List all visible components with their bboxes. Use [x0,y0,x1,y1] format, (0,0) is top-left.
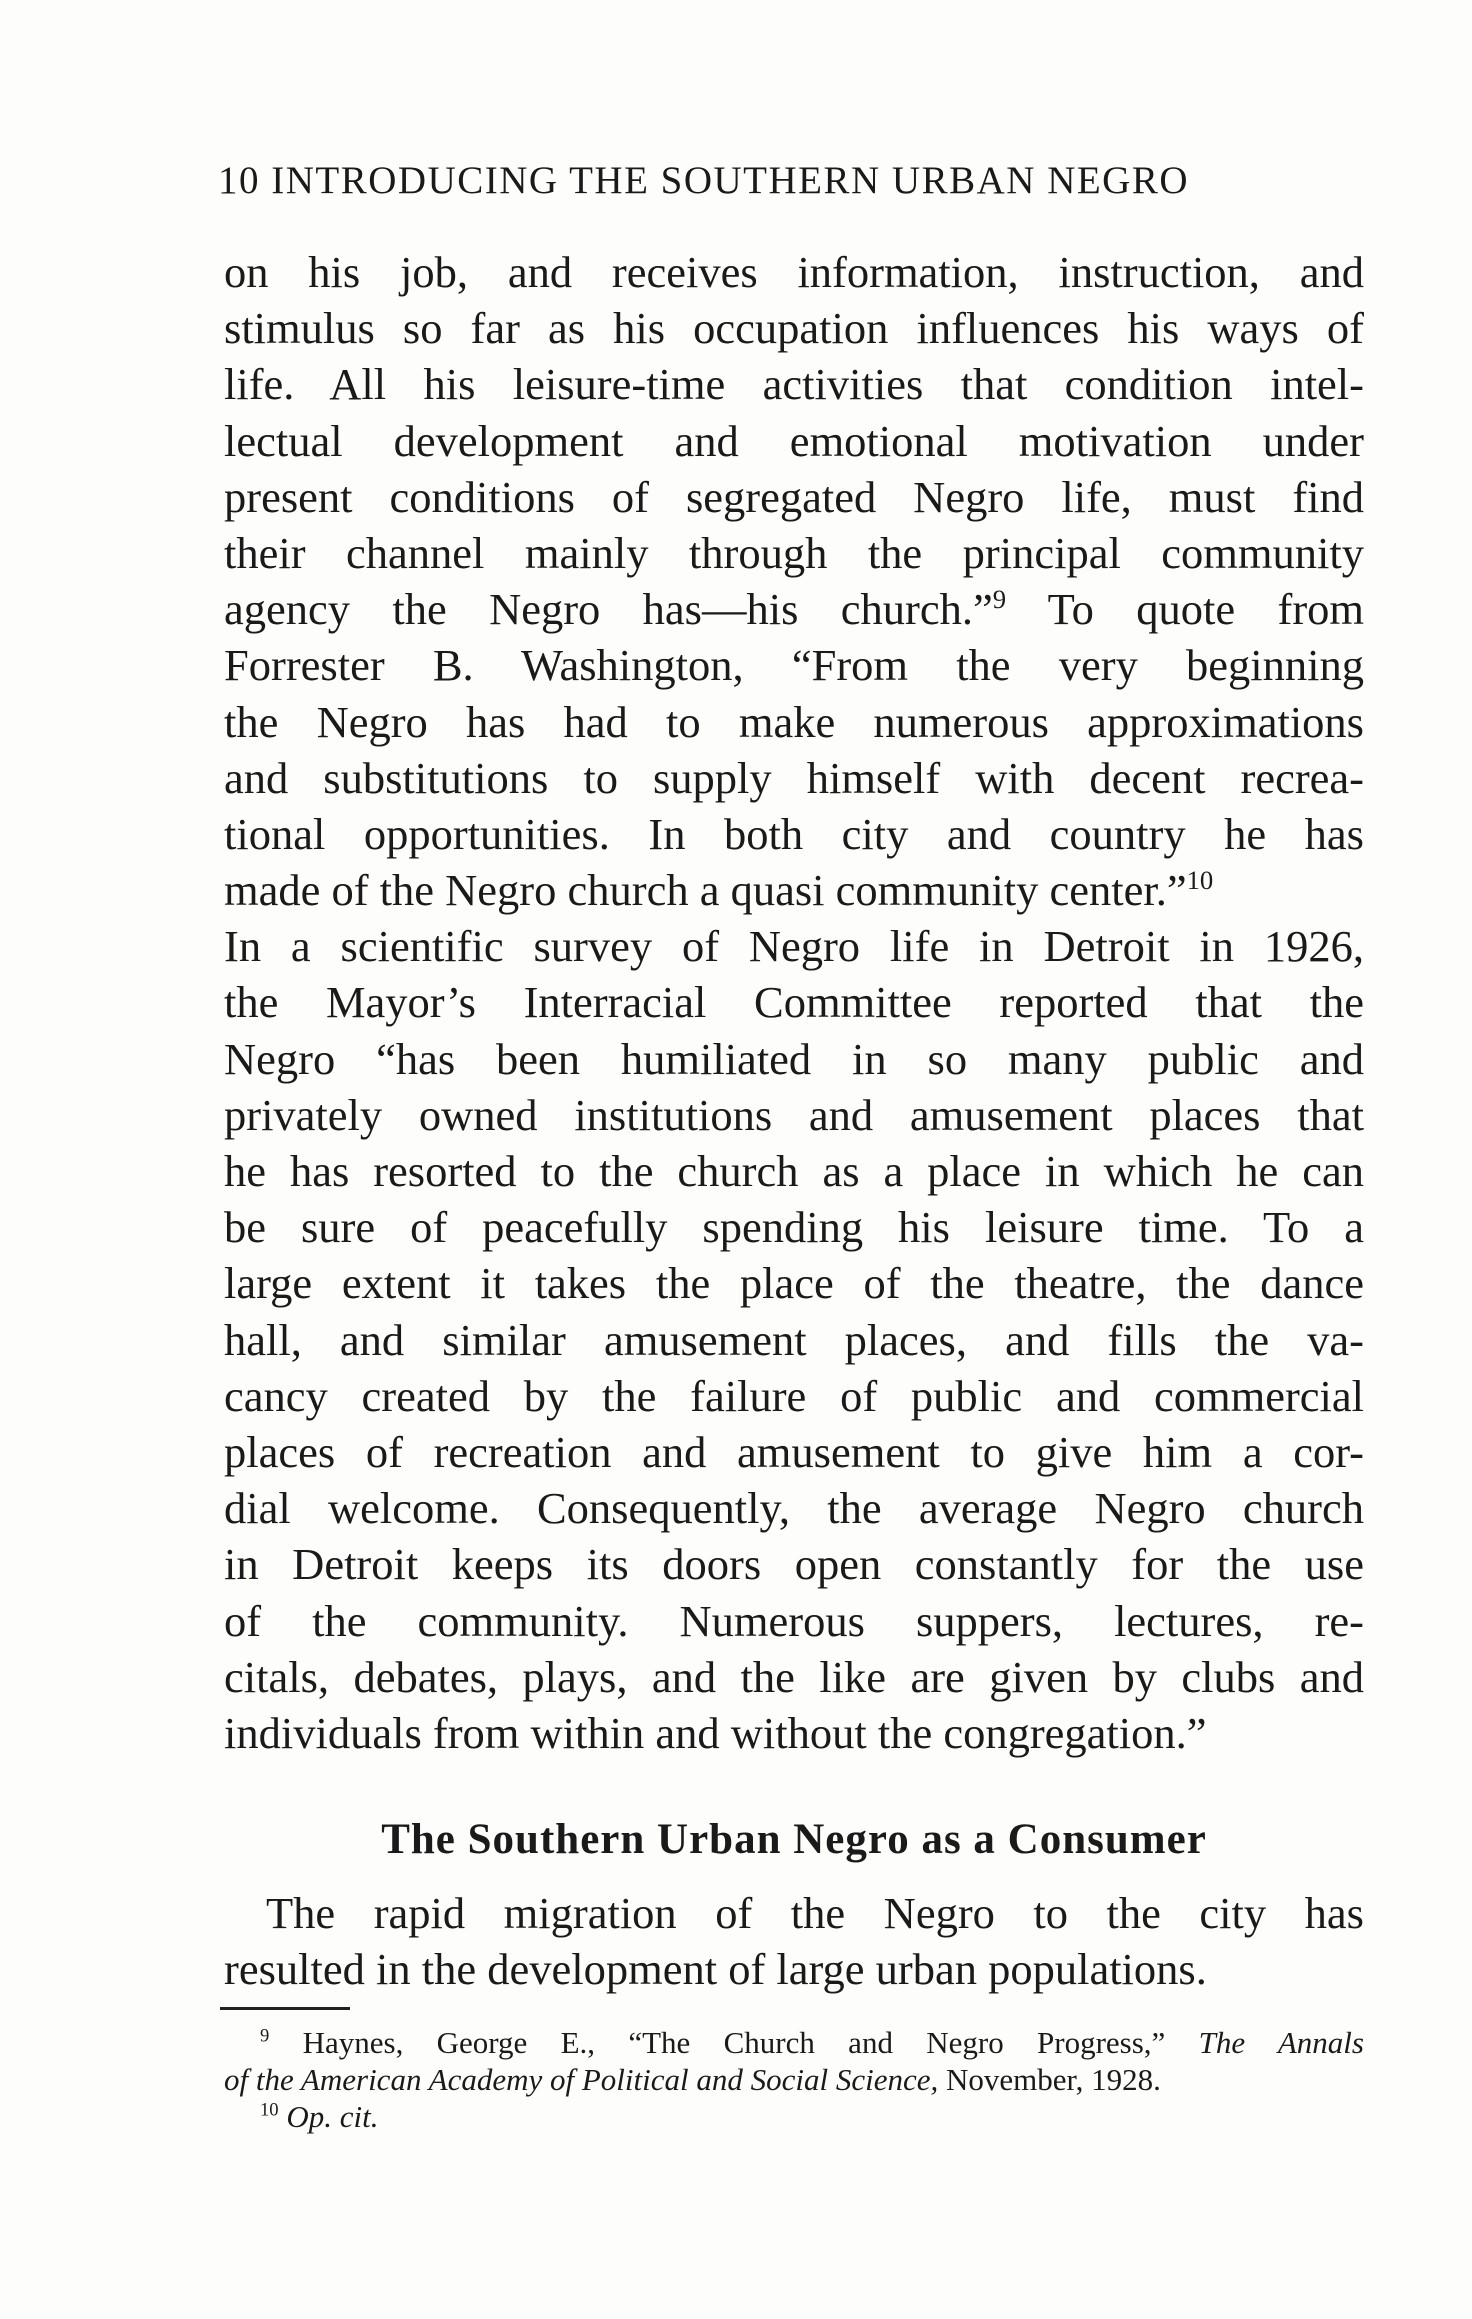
footnote-rule [220,2007,350,2010]
text-line-part: To quote from [1006,584,1364,635]
text-line: hall, and similar amusement places, and fills the va- [224,1314,1364,1365]
footnote-marker-9: 9 [260,2025,270,2047]
text-line: in Detroit keeps its doors open constantly for the use [224,1539,1364,1590]
footnote-ref-10: 10 [1186,865,1214,896]
text-line: the Mayor’s Interracial Committee reported that the [224,977,1364,1028]
footnote-journal-title: The Annals [1198,2025,1364,2060]
text-line: tional opportunities. In both city and country he has [224,808,1364,859]
text-line: stimulus so far as his occupation influences his ways of [224,303,1364,354]
running-head: 10 INTRODUCING THE SOUTHERN URBAN NEGRO [218,159,1190,202]
text-line: large extent it takes the place of the theatre, the dance [224,1258,1364,1309]
text-line: their channel mainly through the principal community [224,527,1364,578]
footnote-9-line-1 [224,2024,1364,2061]
text-line: of the community. Numerous suppers, lectures, re- [224,1595,1364,1646]
body-paragraph [224,244,1364,1761]
text-line: be sure of peacefully spending his leisure time. To a [224,1202,1364,1253]
text-line: In a scientific survey of Negro life in Detroit in 1926, [224,921,1364,972]
section-heading: The Southern Urban Negro as a Consumer [381,1816,1207,1863]
footnote-text: November, 1928. [938,2062,1161,2097]
text-line: present conditions of segregated Negro life, must find [224,471,1364,522]
footnote-9-line-2 [224,2061,1364,2098]
text-line-with-note-10 [224,862,1364,918]
text-line: life. All his leisure-time activities that condition intel- [224,359,1364,410]
text-line: individuals from within and without the congregation.” [224,1707,1207,1758]
footnotes [224,2024,1364,2135]
footnote-marker-10: 10 [260,2099,279,2121]
text-line: places of recreation and amusement to give him a cor- [224,1426,1364,1477]
text-line: and substitutions to supply himself with decent recrea- [224,752,1364,803]
text-line-with-note-9 [224,581,1364,637]
section-paragraph [224,1885,1364,1997]
text-line: he has resorted to the church as a place in which he can [224,1146,1364,1196]
footnote-journal-title: of the American Academy of Political and Social Science, [224,2062,939,2097]
text-line: Negro “has been humiliated in so many public and [224,1033,1364,1084]
text-line: resulted in the development of large urban populations. [224,1944,1207,1995]
text-line: Forrester B. Washington, “From the very beginning [224,640,1364,691]
text-line: cancy created by the failure of public and commercial [224,1370,1364,1421]
text-line: privately owned institutions and amusement places that [224,1089,1364,1140]
footnote-10 [224,2098,1364,2135]
text-line: citals, debates, plays, and the like are given by clubs and [224,1651,1364,1702]
text-line-part: agency the Negro has—his church.” [224,584,993,635]
text-line: dial welcome. Consequently, the average Negro church [224,1483,1364,1534]
text-line: The rapid migration of the Negro to the city has [266,1888,1364,1938]
text-line: on his job, and receives information, instruction, and [224,247,1364,297]
footnote-text: Op. cit. [286,2099,379,2134]
text-line: the Negro has had to make numerous approximations [224,696,1364,747]
text-line: lectual development and emotional motivation under [224,415,1364,466]
footnote-text: Haynes, George E., “The Church and Negro Progress,” [302,2025,1199,2060]
footnote-ref-9: 9 [992,584,1007,615]
text-line-part: made of the Negro church a quasi community center.” [224,865,1187,916]
